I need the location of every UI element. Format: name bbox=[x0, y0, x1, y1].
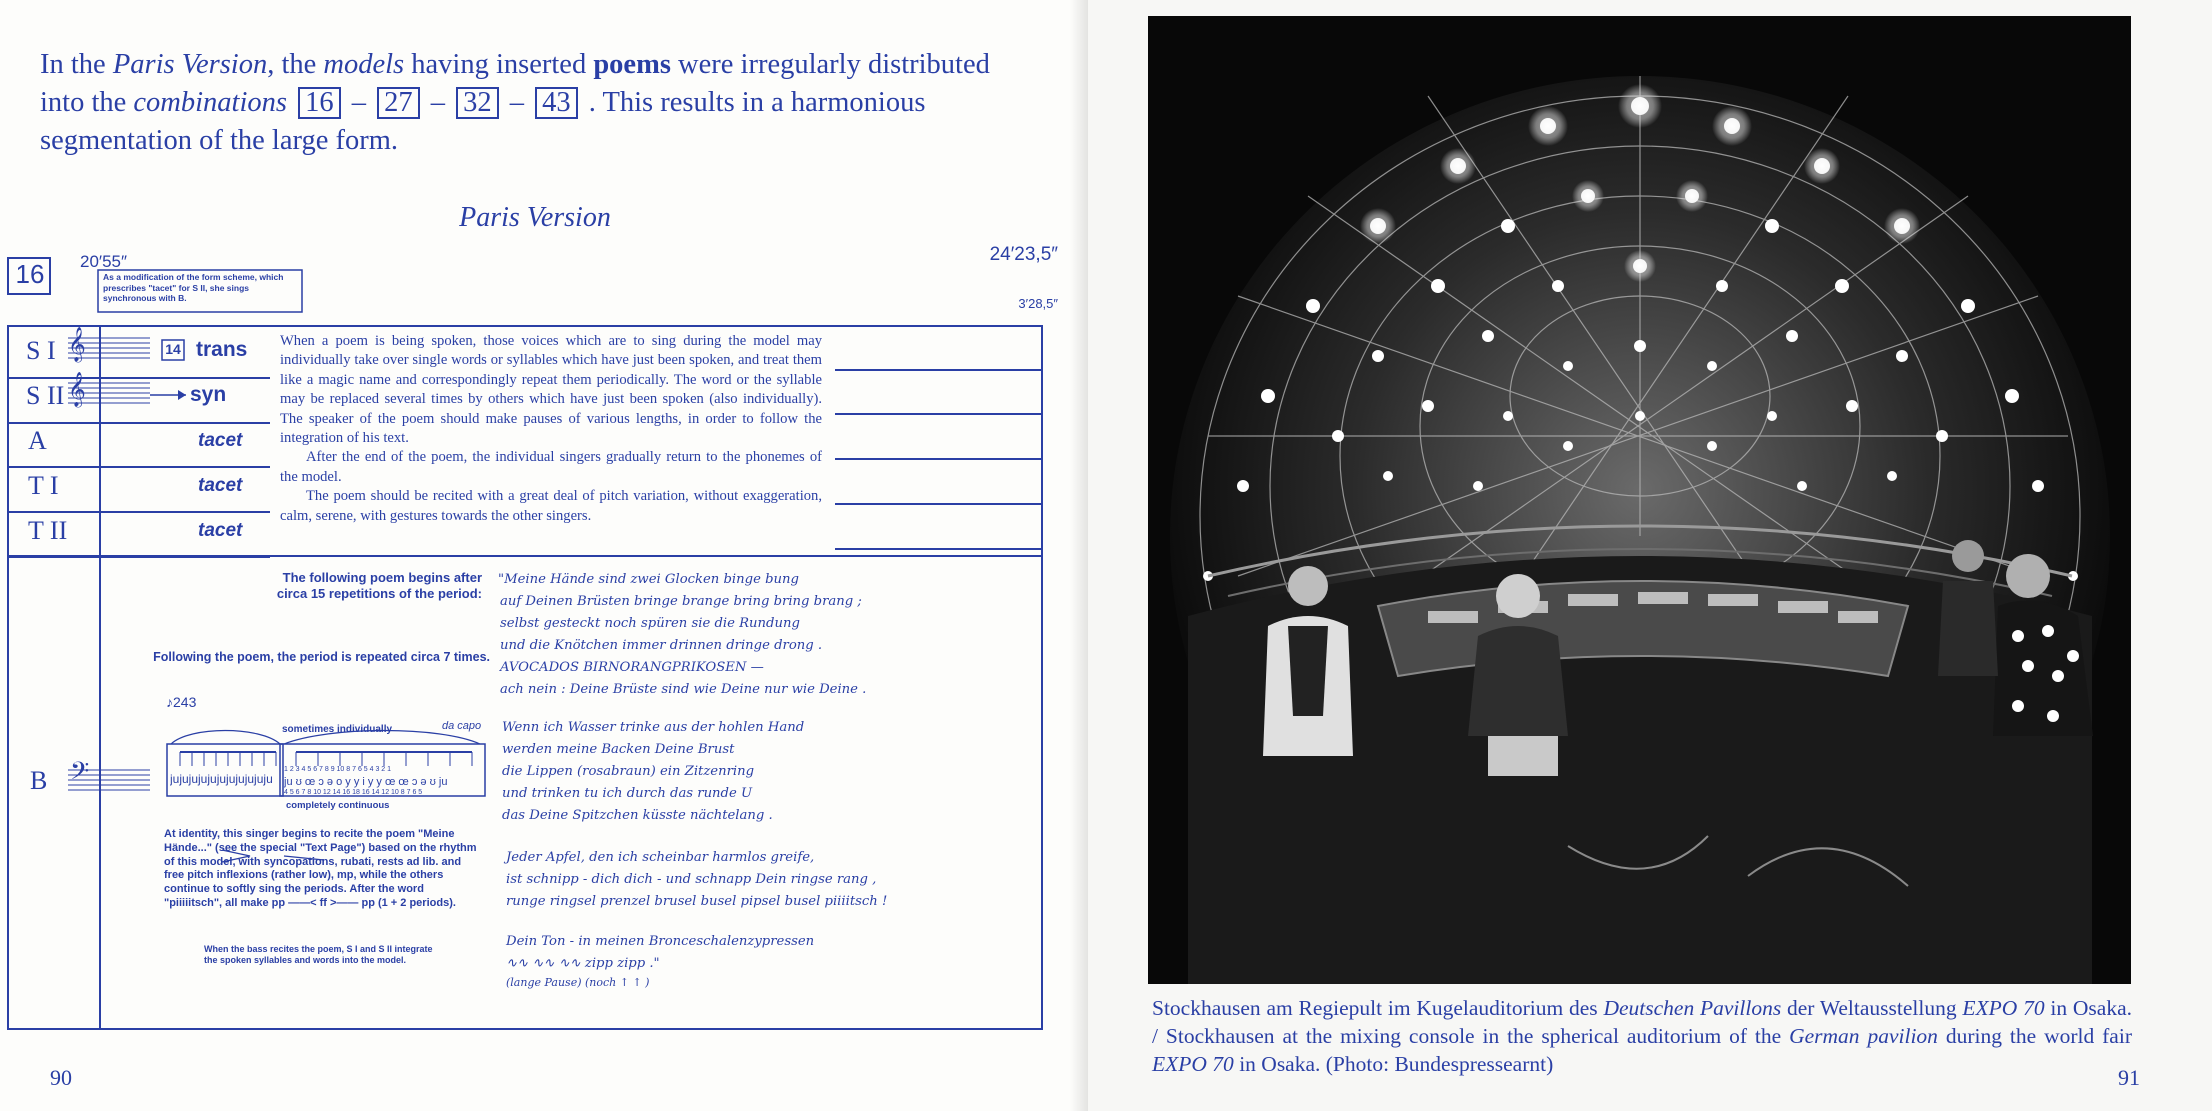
combination-number: 16 bbox=[15, 259, 45, 289]
voice-label: T II bbox=[28, 516, 68, 545]
dash: – bbox=[351, 87, 366, 118]
page-number: 90 bbox=[50, 1065, 72, 1090]
instruction-p2: After the end of the poem, the individual singers gradually return to the phonemes of the model. bbox=[280, 449, 822, 485]
poem-line: auf Deinen Brüsten bringe brange bring bring brang ; bbox=[500, 594, 862, 609]
voice-label: S II bbox=[26, 381, 65, 410]
photo-caption bbox=[1152, 994, 2132, 1078]
instructions bbox=[280, 332, 822, 526]
syn-arrow-head bbox=[178, 390, 186, 400]
time-sub: 3′28,5″ bbox=[1018, 296, 1058, 311]
instruction-p3: The poem should be recited with a great deal of pitch variation, without exaggeration, calm, serene, with gestures towards the other singers. bbox=[280, 488, 822, 524]
intro-emphasis: Paris Version bbox=[112, 49, 268, 80]
model-box-number: 14 bbox=[165, 341, 181, 357]
section-title: Paris Version bbox=[459, 202, 611, 233]
caption-emphasis: German pavilion bbox=[1789, 1024, 1938, 1048]
poem-line: "Meine Hände sind zwei Glocken binge bung bbox=[498, 572, 799, 587]
poem-line: (lange Pause) (noch ↑ ↑ ) bbox=[506, 976, 650, 989]
intro-text: In the bbox=[40, 49, 113, 80]
intro-emphasis: combinations bbox=[133, 87, 287, 118]
voice-action: tacet bbox=[198, 520, 243, 541]
caption-text: der Weltausstellung bbox=[1781, 996, 1963, 1020]
poem-line: AVOCADOS BIRNORANGPRIKOSEN — bbox=[500, 660, 764, 675]
sometimes-individually: sometimes individually bbox=[282, 724, 393, 735]
voice-action: tacet bbox=[198, 475, 243, 496]
poem-line: ist schnipp - dich dich - und schnapp Dein ringse rang , bbox=[506, 872, 877, 887]
poem-line: Dein Ton - in meinen Bronceschalenzypressen bbox=[506, 934, 815, 949]
voice-label: T I bbox=[28, 471, 59, 500]
caption-emphasis: EXPO 70 bbox=[1152, 1052, 1234, 1076]
photo-stockhausen-expo70 bbox=[1148, 16, 2131, 984]
time-end: 24′23,5″ bbox=[989, 244, 1058, 265]
intro-text: , the bbox=[267, 49, 324, 80]
identity-note: At identity, this singer begins to recite the poem "Meine Hände..." (see the special "Text Page") based on the rhythm of this model, with syncopations, rubati, rests ad lib. and free pitch inflexions (rather low), mp, while the others continue to softly sing the periods. After the word "piiiiitsch", all make pp ——< ff >—— pp (1 + 2 periods). bbox=[164, 828, 477, 909]
caption-text: Stockhausen am Regiepult im Kugelauditorium des bbox=[1152, 996, 1604, 1020]
voice-label: A bbox=[28, 426, 47, 455]
bass-clef-icon: 𝄢 bbox=[70, 758, 90, 791]
intro-text: were irregularly distributed into the bbox=[40, 49, 990, 118]
caption-text: during the world fair bbox=[1937, 1024, 2132, 1048]
phrase-slur bbox=[171, 731, 280, 745]
completely-continuous: completely continuous bbox=[286, 800, 390, 811]
intro-strong: poems bbox=[593, 49, 671, 80]
syllables-row: jujujujujujujujujujuju bbox=[170, 772, 273, 786]
intro-text: . This results in a harmonious segmentation of the large form. bbox=[40, 87, 926, 156]
intro-emphasis: models bbox=[323, 49, 405, 80]
voice-action: syn bbox=[190, 383, 227, 406]
dash: – bbox=[430, 87, 445, 118]
time-start: 20′55″ bbox=[80, 252, 128, 271]
bass-recites-note: When the bass recites the poem, S I and S II integrate the spoken syllables and words into the model. bbox=[204, 944, 433, 965]
bass-label: B bbox=[30, 766, 48, 795]
clef-icon: 𝄞 bbox=[68, 328, 86, 361]
caption-text: in Osaka. / Stockhausen at the mixing console in the spherical auditorium of the bbox=[1152, 996, 2132, 1048]
poem-line: und die Knötchen immer drinnen dringe drong . bbox=[500, 638, 823, 653]
score-chart bbox=[0, 244, 1070, 1044]
voice-action: trans bbox=[196, 338, 248, 361]
period-repeat-note: Following the poem, the period is repeated circa 7 times. bbox=[153, 650, 490, 664]
poem-line: das Deine Spitzchen küsste nächtelang . bbox=[502, 808, 773, 823]
poem-line: Jeder Apfel, den ich scheinbar harmlos greife, bbox=[506, 850, 815, 865]
rhythm-stems bbox=[180, 752, 472, 766]
dash: – bbox=[509, 87, 524, 118]
count-row: 1 2 3 4 5 6 7 8 9 10 8 7 6 5 4 3 2 1 bbox=[284, 766, 392, 773]
poem-line: Wenn ich Wasser trinke aus der hohlen Hand bbox=[502, 720, 805, 735]
caption-emphasis: Deutschen Pavillons bbox=[1603, 996, 1782, 1020]
caption-text: in Osaka. (Photo: Bundespressearnt) bbox=[1233, 1052, 1554, 1076]
poem-line: selbst gesteckt noch spüren sie die Rundung bbox=[500, 616, 800, 631]
poem-line: runge ringsel prenzel brusel busel pipsel busel piiiitsch ! bbox=[506, 894, 888, 909]
poem-line: ach nein : Deine Brüste sind wie Deine nur wie Deine . bbox=[500, 682, 867, 697]
combination-box: 32 bbox=[456, 87, 499, 119]
poem-line: und trinken tu ich durch das runde U bbox=[502, 786, 753, 801]
combination-box: 43 bbox=[535, 87, 578, 119]
syllables-row: ju ʊ œ ɔ ə o y y i y y œ œ ɔ ə ʊ ju bbox=[284, 776, 448, 788]
form-note: As a modification of the form scheme, which prescribes "tacet" for S II, she sings synchronous with B. bbox=[103, 272, 284, 303]
intro-paragraph bbox=[40, 46, 1020, 160]
tempo-mark: ♪243 bbox=[166, 694, 197, 710]
clef-icon: 𝄞 bbox=[68, 373, 86, 406]
left-page bbox=[0, 0, 1088, 1111]
combination-box: 27 bbox=[377, 87, 420, 119]
caption-emphasis: EXPO 70 bbox=[1962, 996, 2045, 1020]
da-capo: da capo bbox=[442, 720, 482, 732]
instruction-p1: When a poem is being spoken, those voices which are to sing during the model may individually take over single words or syllables which have just been spoken, and treat them like a magic name and correspondingly repeat them periodically. The word or the syllable may be replaced several times by others which have just been spoken (also individually). The speaker of the poem should make pauses of various lengths, in order to follow the integration of his text. bbox=[280, 333, 822, 447]
poem-line: werden meine Backen Deine Brust bbox=[502, 742, 735, 757]
combination-box: 16 bbox=[298, 87, 341, 119]
poem-begin-note: The following poem begins after circa 15 repetitions of the period: bbox=[276, 570, 482, 601]
count-row: 4 5 6 7 8 10 12 14 16 18 16 14 12 10 8 7 6 5 bbox=[284, 789, 423, 796]
poem-line: ∿∿ ∿∿ ∿∿ zipp zipp ." bbox=[506, 956, 660, 971]
dome-photo-svg bbox=[1148, 16, 2131, 984]
intro-text: having inserted bbox=[404, 49, 594, 80]
voice-label: S I bbox=[26, 336, 56, 365]
page-number: 91 bbox=[2118, 1065, 2140, 1090]
poem-line: die Lippen (rosabraun) ein Zitzenring bbox=[502, 764, 755, 779]
voice-action: tacet bbox=[198, 430, 243, 451]
